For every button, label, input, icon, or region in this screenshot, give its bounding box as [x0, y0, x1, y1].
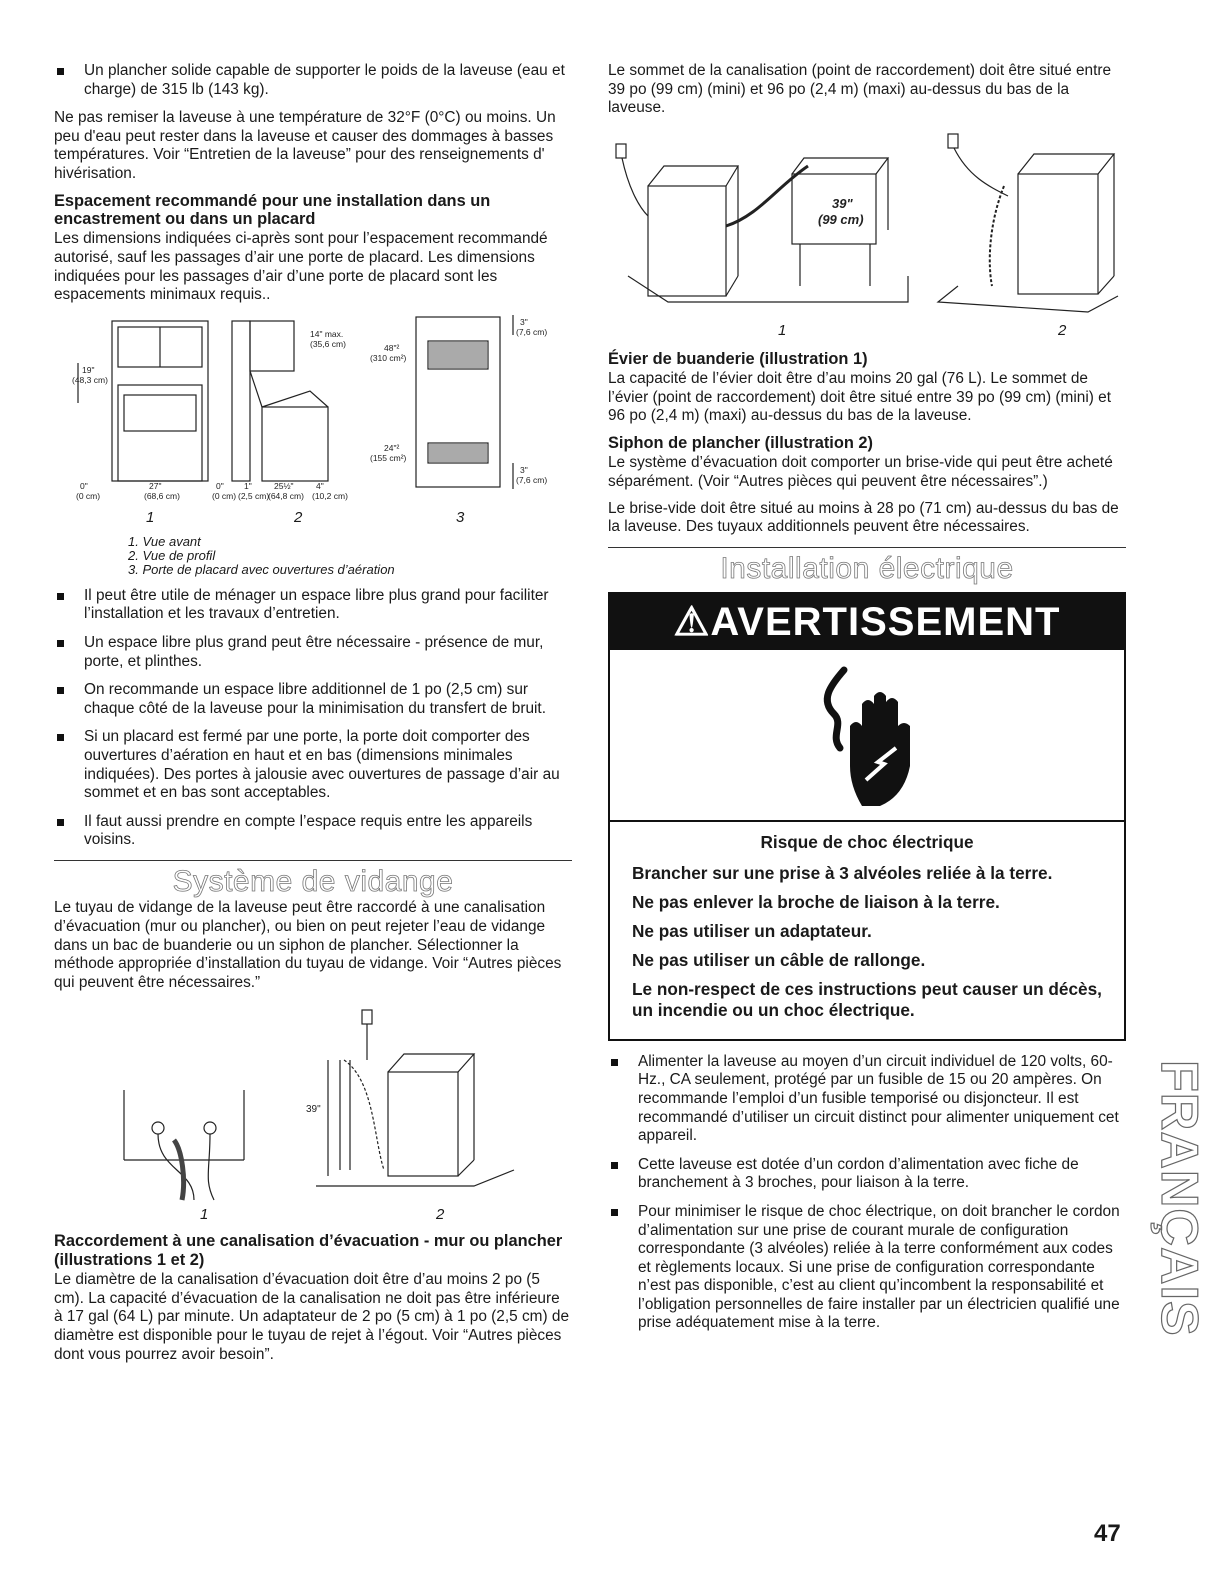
right-column [608, 62, 1126, 1343]
dim-4: 4" [316, 480, 324, 491]
section-title-electric: Installation électrique [720, 551, 1014, 585]
paragraph-height: Le sommet de la canalisation (point de raccordement) doit être situé entre 39 po (99 cm) (mini) et 96 po (2,4 m) (maxi) au-dessus du bas de la laveuse. [608, 62, 1112, 117]
warning-line: Ne pas utiliser un adaptateur. [632, 920, 872, 941]
figure-number-1: 1 [778, 321, 787, 339]
vent-bottom [429, 444, 487, 462]
dim-1cm: (2,5 cm) [238, 490, 270, 501]
heading-floor-drain: Siphon de plancher (illustration 2) [608, 433, 874, 452]
dim-48cm: (310 cm²) [370, 352, 407, 363]
caption-line: 1. Vue avant [128, 533, 201, 549]
left-column [54, 62, 572, 1372]
dim-39: 39" [306, 1104, 321, 1116]
dim-14: 14" max. [310, 328, 344, 339]
list-item: On recommande un espace libre additionnel de 1 po (2,5 cm) sur chaque côté de la laveuse pour la minimisation du transfert de bruit. [54, 681, 572, 718]
figure-number-1: 1 [200, 1206, 209, 1224]
figure-spacing [54, 313, 572, 535]
paragraph-floor-1: Le système d’évacuation doit comporter un brise-vide qui peut être acheté séparément. (Voir “Autres pièces qui peuvent être nécessaires”.) [608, 454, 1113, 490]
dim-14cm: (35,6 cm) [310, 338, 346, 349]
list-item: Un plancher solide capable de supporter le poids de la laveuse (eau et charge) de 315 lb (143 kg). [54, 62, 572, 99]
dim-3a: 3" [520, 316, 528, 327]
warning-header [610, 594, 1124, 650]
list-item: Un espace libre plus grand peut être nécessaire - présence de mur, porte, et plinthes. [54, 634, 572, 671]
figure-number-1: 1 [146, 508, 155, 526]
list-item: Si un placard est fermé par une porte, la porte doit comporter des ouvertures d’aération en haut et en bas (dimensions minimales indiquées). Des portes à jalousie avec ouvertures de passage d’air au sommet et en bas sont acceptables. [54, 728, 572, 802]
electric-shock-icon [610, 650, 1124, 820]
bullet-list-spacing [54, 587, 572, 850]
dim-19: 19" [82, 364, 95, 375]
sink-floor-diagram [608, 126, 1126, 322]
paragraph-floor-2: Le brise-vide doit être situé au moins à 28 po (71 cm) au-dessus du bas de la laveuse. Des tuyaux additionnels peuvent être nécessaires. [608, 499, 1119, 536]
dim-3b: 3" [520, 464, 528, 475]
dim-27cm: (68,6 cm) [144, 490, 180, 501]
dim-3bcm: (7,6 cm) [516, 474, 548, 485]
vent-top [429, 342, 487, 368]
divider [54, 860, 572, 861]
warning-title: AVERTISSEMENT [710, 600, 1061, 645]
bullet-list-electric [608, 1053, 1126, 1333]
figure-sink-floor [608, 126, 1126, 346]
caption-line: 2. Vue de profil [128, 547, 216, 563]
spacing-diagram [54, 313, 572, 503]
caption-line: 3. Porte de placard avec ouvertures d’aération [128, 561, 395, 577]
side-tab-text: FRANÇAIS [1150, 1060, 1208, 1337]
warning-box [608, 592, 1126, 1040]
paragraph-winter: Ne pas remiser la laveuse à une température de 32°F (0°C) ou moins. Un peu d'eau peut rester dans la laveuse et causer des dommages à basses températures. Voir “Entretien de la laveuse” pour des renseignements d' hivérisation. [54, 109, 556, 182]
divider [608, 547, 1126, 548]
list-item: Il peut être utile de ménager un espace libre plus grand pour faciliter l’installation et les travaux d’entretien. [54, 587, 572, 624]
figure-number-3: 3 [456, 508, 465, 526]
bullet-list-top [54, 62, 572, 99]
list-item: Cette laveuse est dotée d’un cordon d’alimentation avec fiche de branchement à 3 broches, pour liaison à la terre. [608, 1156, 1126, 1193]
warning-line: Brancher sur une prise à 3 alvéoles reliée à la terre. [632, 862, 1053, 883]
warning-risk: Risque de choc électrique [760, 832, 974, 853]
dim-19cm: (48,3 cm) [72, 374, 108, 385]
dim-0bcm: (0 cm) [212, 490, 237, 501]
warning-triangle-icon: ⚠ [673, 600, 711, 645]
figure-drain-connections [54, 1000, 572, 1228]
warning-line: Ne pas enlever la broche de liaison à la terre. [632, 891, 1000, 912]
page-number: 47 [1094, 1520, 1121, 1547]
dim-24cm: (155 cm²) [370, 452, 407, 463]
figure-number-2: 2 [1058, 321, 1067, 339]
warning-line: Le non-respect de ces instructions peut causer un décès, un incendie ou un choc électrique. [632, 979, 1102, 1020]
dim-39: 39" [832, 195, 853, 211]
dim-27: 27" [149, 480, 162, 491]
side-tab-language [1134, 1050, 1214, 1350]
dim-0acm: (0 cm) [76, 490, 101, 501]
dim-48: 48"² [384, 342, 400, 353]
dim-24: 24"² [384, 442, 400, 453]
heading-sink: Évier de buanderie (illustration 1) [608, 349, 868, 368]
dim-25cm: (64,8 cm) [268, 490, 304, 501]
dim-0b: 0" [216, 480, 224, 491]
paragraph-connection: Le diamètre de la canalisation d’évacuation doit être d’au moins 2 po (5 cm). La capacité d’évacuation de la canalisation ne doit pas être inférieure à 17 gal (64 L) par minute. Un adaptateur de 2 po (5 cm) à 1 po (2,5 cm) de diamètre est disponible pour le tuyau de rejet à l’égout. Voir “Autres pièces dont vous pourrez avoir besoin”. [54, 1271, 570, 1363]
warning-line: Ne pas utiliser un câble de rallonge. [632, 950, 926, 971]
paragraph-sink: La capacité de l’évier doit être d’au moins 20 gal (76 L). Le sommet de l’évier (point de raccordement) doit être situé entre 39 po (99 cm) (mini) et 96 po (2,4 m) (maxi) au-dessus du bas de la laveuse. [608, 370, 1111, 425]
figure-number-2: 2 [294, 508, 303, 526]
paragraph-drain: Le tuyau de vidange de la laveuse peut être raccordé à une canalisation d’évacuation (mur ou plancher), ou bien on peut rejeter l’eau de vidange dans un bac de buanderie ou un siphon de plancher. Sélectionner la méthode appropriée d’installation du tuyau de vidange. Voir “Autres pièces qui peuvent être nécessaires.” [54, 899, 562, 991]
figure-number-2: 2 [436, 1206, 445, 1224]
list-item: Pour minimiser le risque de choc électrique, on doit brancher le cordon d’alimentation sur une prise de courant murale de configuration correspondante (3 alvéoles) reliée à la terre conformément aux codes et règlements locaux. Si une prise de configuration correspondante n’est pas disponible, c’est au client qu’incombent la responsabilité et l’obligation personnelles de faire installer par un électricien qualifié une prise adéquatement mise à la terre. [608, 1203, 1126, 1333]
dim-1: 1" [244, 480, 252, 491]
list-item: Il faut aussi prendre en compte l’espace requis entre les appareils voisins. [54, 813, 572, 850]
dim-99cm: (99 cm) [818, 211, 864, 227]
drain-diagram [54, 1000, 572, 1210]
dim-3acm: (7,6 cm) [516, 326, 548, 337]
dim-4cm: (10,2 cm) [312, 490, 348, 501]
dim-25: 25½" [274, 480, 294, 491]
heading-spacing: Espacement recommandé pour une installation dans un encastrement ou dans un placard [54, 191, 491, 228]
paragraph-spacing: Les dimensions indiquées ci-après sont pour l’espacement recommandé autorisé, sauf les passages d’air une porte de placard. Les dimensions indiquées pour les passages d’air d’une porte de placard sont les espacements minimaux requis.. [54, 230, 548, 304]
heading-connection: Raccordement à une canalisation d’évacuation - mur ou plancher (illustrations 1 et 2) [54, 1232, 563, 1269]
dim-0a: 0" [80, 480, 88, 491]
warning-text [610, 820, 1124, 1038]
list-item: Alimenter la laveuse au moyen d’un circuit individuel de 120 volts, 60-Hz., CA seulement, protégé par un fusible de 15 ou 20 ampères. On recommande l’emploi d’un fusible temporisé ou disjoncteur. Il est recommandé d’utiliser un circuit distinct pour alimenter uniquement cet appareil. [608, 1053, 1126, 1146]
section-title-drain: Système de vidange [172, 864, 454, 898]
